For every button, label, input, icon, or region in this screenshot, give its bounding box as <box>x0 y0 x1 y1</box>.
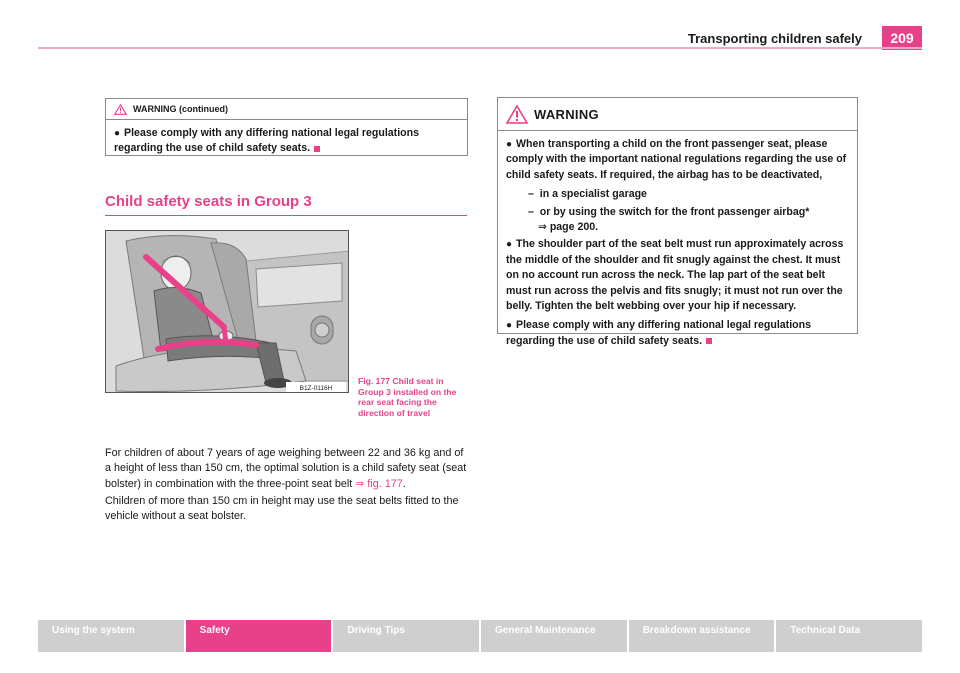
warning-box <box>497 97 858 347</box>
warning-bullet-3: Please comply with any differing national legal regulations regarding the use of child safety seats. <box>506 319 811 347</box>
warning-triangle-icon <box>114 104 127 115</box>
dash-icon: – <box>528 205 540 218</box>
footer-nav <box>38 620 922 652</box>
bullet-icon: ● <box>114 128 121 139</box>
warning-continued-box <box>105 98 468 156</box>
fig-177-link[interactable]: ⇒ fig. 177 <box>355 477 403 490</box>
footer-tab-safety[interactable]: Safety <box>186 620 334 652</box>
body-paragraph-2: Children of more than 150 cm in height may use the seat belts fitted to the vehicle without a seat bolster. <box>105 495 459 523</box>
warning-bullet-2: The shoulder part of the seat belt must run approximately across the middle of the shoulder and fit snugly against the chest. It must on no account run across the neck. The lap part of the seat belt must run across the pelvis and fits snugly; it must not run over the belly. Tighten the belt webbing over your hip if necessary. <box>506 238 844 313</box>
page-number-badge: 209 <box>882 26 922 50</box>
body-paragraph-1: For children of about 7 years of age weighing between 22 and 36 kg and of a height of less than 150 cm, the optimal solution is a child safety seat (seat bolster) in combination with the three-point seat belt ⇒ fig. 177. <box>105 447 467 490</box>
bullet-icon: ● <box>506 320 513 332</box>
figure-code: B1Z-0116H <box>299 385 333 392</box>
child-seat-illustration <box>106 231 349 393</box>
end-of-section-icon <box>706 338 712 344</box>
figure-caption: Fig. 177 Child seat in Group 3 installed on the rear seat facing the direction of travel <box>358 376 457 418</box>
warning-sub-2: or by using the switch for the front passenger airbag* <box>539 205 810 218</box>
warning-heading: WARNING <box>534 106 599 122</box>
warning-sub-1: in a specialist garage <box>539 188 647 201</box>
section-heading: Child safety seats in Group 3 <box>105 193 467 216</box>
warning-bullet-1: When transporting a child on the front passenger seat, please comply with the important national regulations regarding the use of child safety seats. If required, the airbag has to be deactivated, <box>506 138 847 181</box>
footer-tab-technical-data[interactable]: Technical Data <box>790 625 861 636</box>
page-header-title: Transporting children safely <box>687 31 862 46</box>
warning-triangle-icon <box>506 105 528 124</box>
warning-continued-heading: WARNING (continued) <box>133 104 228 114</box>
footer-tab-driving-tips[interactable]: Driving Tips <box>333 620 481 652</box>
end-of-section-icon <box>314 146 320 152</box>
header-divider <box>38 47 922 49</box>
page-200-link[interactable]: ⇒ page 200. <box>538 221 599 234</box>
footer-tab-using-the-system[interactable]: Using the system <box>38 620 186 652</box>
bullet-icon: ● <box>506 139 513 150</box>
dash-icon: – <box>528 188 540 201</box>
footer-tab-breakdown-assistance[interactable]: Breakdown assistance <box>629 620 777 652</box>
figure-child-seat-group3 <box>105 230 349 393</box>
warning-continued-text: Please comply with any differing national legal regulations regarding the use of child safety seats. <box>114 127 419 155</box>
footer-tab-general-maintenance[interactable]: General Maintenance <box>481 620 629 652</box>
warning-header <box>498 98 857 131</box>
bullet-icon: ● <box>506 239 513 251</box>
warning-continued-header <box>106 99 467 120</box>
